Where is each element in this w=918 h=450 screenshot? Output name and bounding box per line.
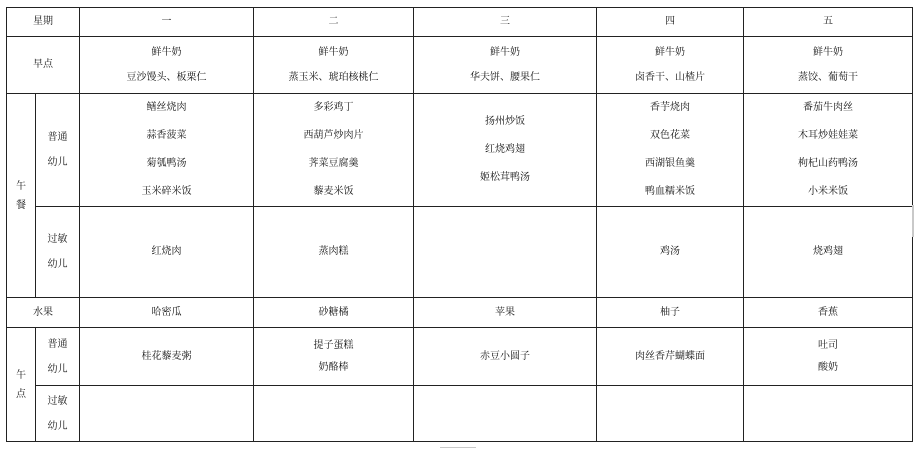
menu-item: 鲜牛奶 xyxy=(490,47,520,58)
menu-item: 玉米碎米饭 xyxy=(141,186,192,197)
menu-item: 枸杞山药鸭汤 xyxy=(798,158,858,169)
menu-cell xyxy=(80,94,254,207)
menu-cell xyxy=(597,386,744,442)
menu-item: 鸭血糯米饭 xyxy=(645,186,695,197)
menu-cell xyxy=(744,94,913,207)
menu-cell xyxy=(254,37,414,94)
menu-cell xyxy=(414,328,597,386)
menu-item: 豆沙馒头、板栗仁 xyxy=(126,72,207,83)
menu-cell xyxy=(414,37,597,94)
menu-item: 香芋烧肉 xyxy=(650,102,690,113)
menu-item: 鲜牛奶 xyxy=(655,47,685,58)
afternoon-label-top: 午 xyxy=(16,369,26,381)
menu-item: 红烧肉 xyxy=(151,246,182,257)
menu-item: 赤豆小圆子 xyxy=(480,350,530,362)
menu-item: 藜麦米饭 xyxy=(313,186,354,197)
day-header: 五 xyxy=(744,8,913,37)
menu-cell xyxy=(254,207,414,298)
menu-item: 鲜牛奶 xyxy=(151,47,182,58)
menu-item: 卤香干、山楂片 xyxy=(635,72,705,83)
day-header: 二 xyxy=(254,8,414,37)
page-bottom-marker xyxy=(440,447,476,448)
menu-item: 姬松茸鸭汤 xyxy=(480,172,530,183)
menu-item: 鲜牛奶 xyxy=(813,47,843,58)
menu-cell xyxy=(597,207,744,298)
menu-item: 扬州炒饭 xyxy=(485,116,525,127)
menu-item: 鸡汤 xyxy=(660,246,680,257)
menu-item: 哈密瓜 xyxy=(151,306,182,318)
afternoon-normal-label xyxy=(36,328,80,386)
menu-cell xyxy=(80,386,254,442)
menu-cell xyxy=(80,328,254,386)
afternoon-label-bottom: 点 xyxy=(16,388,26,400)
menu-item: 鲜牛奶 xyxy=(318,47,349,58)
menu-item: 西湖银鱼羹 xyxy=(645,158,695,169)
menu-item: 多彩鸡丁 xyxy=(313,102,354,113)
day-header: 一 xyxy=(80,8,254,37)
menu-item: 菊瓠鸭汤 xyxy=(146,158,187,169)
fruit-label: 水果 xyxy=(7,298,80,328)
weekly-menu-table xyxy=(6,7,913,442)
sub-label: 过敏 xyxy=(47,395,68,407)
lunch-allergy-label xyxy=(36,207,80,298)
sub-label: 普通 xyxy=(47,338,68,350)
menu-item: 砂糖橘 xyxy=(318,306,349,318)
lunch-label xyxy=(7,94,36,298)
menu-item: 苹果 xyxy=(495,306,515,318)
afternoon-allergy-label xyxy=(36,386,80,442)
sub-label: 普通 xyxy=(47,132,68,143)
menu-item: 鳝丝烧肉 xyxy=(146,102,187,113)
menu-cell xyxy=(744,328,913,386)
page-edge-marker xyxy=(912,205,914,237)
lunch-normal-label xyxy=(36,94,80,207)
menu-item: 双色花菜 xyxy=(650,130,690,141)
sub-label: 幼儿 xyxy=(47,363,68,375)
menu-cell xyxy=(254,94,414,207)
menu-item: 桂花藜麦粥 xyxy=(141,350,192,362)
menu-item: 木耳炒娃娃菜 xyxy=(798,130,858,141)
menu-cell xyxy=(414,386,597,442)
menu-cell xyxy=(744,386,913,442)
week-label: 星期 xyxy=(7,8,80,37)
menu-item: 肉丝香芹蝴蝶面 xyxy=(635,350,705,362)
menu-item: 香蕉 xyxy=(818,306,838,318)
menu-item: 番茄牛肉丝 xyxy=(803,102,853,113)
lunch-label-top: 午 xyxy=(16,180,26,192)
menu-item: 小米米饭 xyxy=(808,186,848,197)
afternoon-label xyxy=(7,328,36,442)
lunch-label-bottom: 餐 xyxy=(16,199,26,211)
sub-label: 幼儿 xyxy=(47,420,68,432)
menu-item: 蒸肉糕 xyxy=(318,246,349,257)
menu-cell xyxy=(597,37,744,94)
menu-item: 吐司 xyxy=(818,339,838,351)
menu-cell xyxy=(80,207,254,298)
breakfast-label: 早点 xyxy=(7,37,80,94)
menu-item: 蒜香菠菜 xyxy=(146,130,187,141)
menu-item: 蒸玉米、琥珀核桃仁 xyxy=(288,72,379,83)
menu-item: 华夫饼、腰果仁 xyxy=(470,72,540,83)
menu-item: 红烧鸡翅 xyxy=(485,144,525,155)
menu-cell xyxy=(254,298,414,328)
sub-label: 幼儿 xyxy=(47,259,68,270)
menu-cell xyxy=(597,298,744,328)
menu-item: 酸奶 xyxy=(818,361,838,373)
menu-cell xyxy=(80,37,254,94)
menu-cell xyxy=(414,94,597,207)
menu-cell xyxy=(597,94,744,207)
menu-item: 西葫芦炒肉片 xyxy=(303,130,364,141)
menu-cell xyxy=(414,298,597,328)
sub-label: 过敏 xyxy=(47,234,68,245)
menu-item: 烧鸡翅 xyxy=(813,246,843,257)
menu-cell xyxy=(254,328,414,386)
menu-item: 柚子 xyxy=(660,306,680,318)
menu-cell xyxy=(254,386,414,442)
menu-item: 奶酪棒 xyxy=(318,361,349,373)
day-header: 四 xyxy=(597,8,744,37)
sub-label: 幼儿 xyxy=(47,157,68,168)
menu-cell xyxy=(414,207,597,298)
day-header: 三 xyxy=(414,8,597,37)
menu-cell xyxy=(744,298,913,328)
menu-item: 提子蛋糕 xyxy=(313,339,354,351)
menu-item: 荠菜豆腐羹 xyxy=(308,158,359,169)
menu-cell xyxy=(744,207,913,298)
menu-item: 蒸饺、葡萄干 xyxy=(798,72,858,83)
menu-cell xyxy=(80,298,254,328)
menu-cell xyxy=(597,328,744,386)
menu-cell xyxy=(744,37,913,94)
